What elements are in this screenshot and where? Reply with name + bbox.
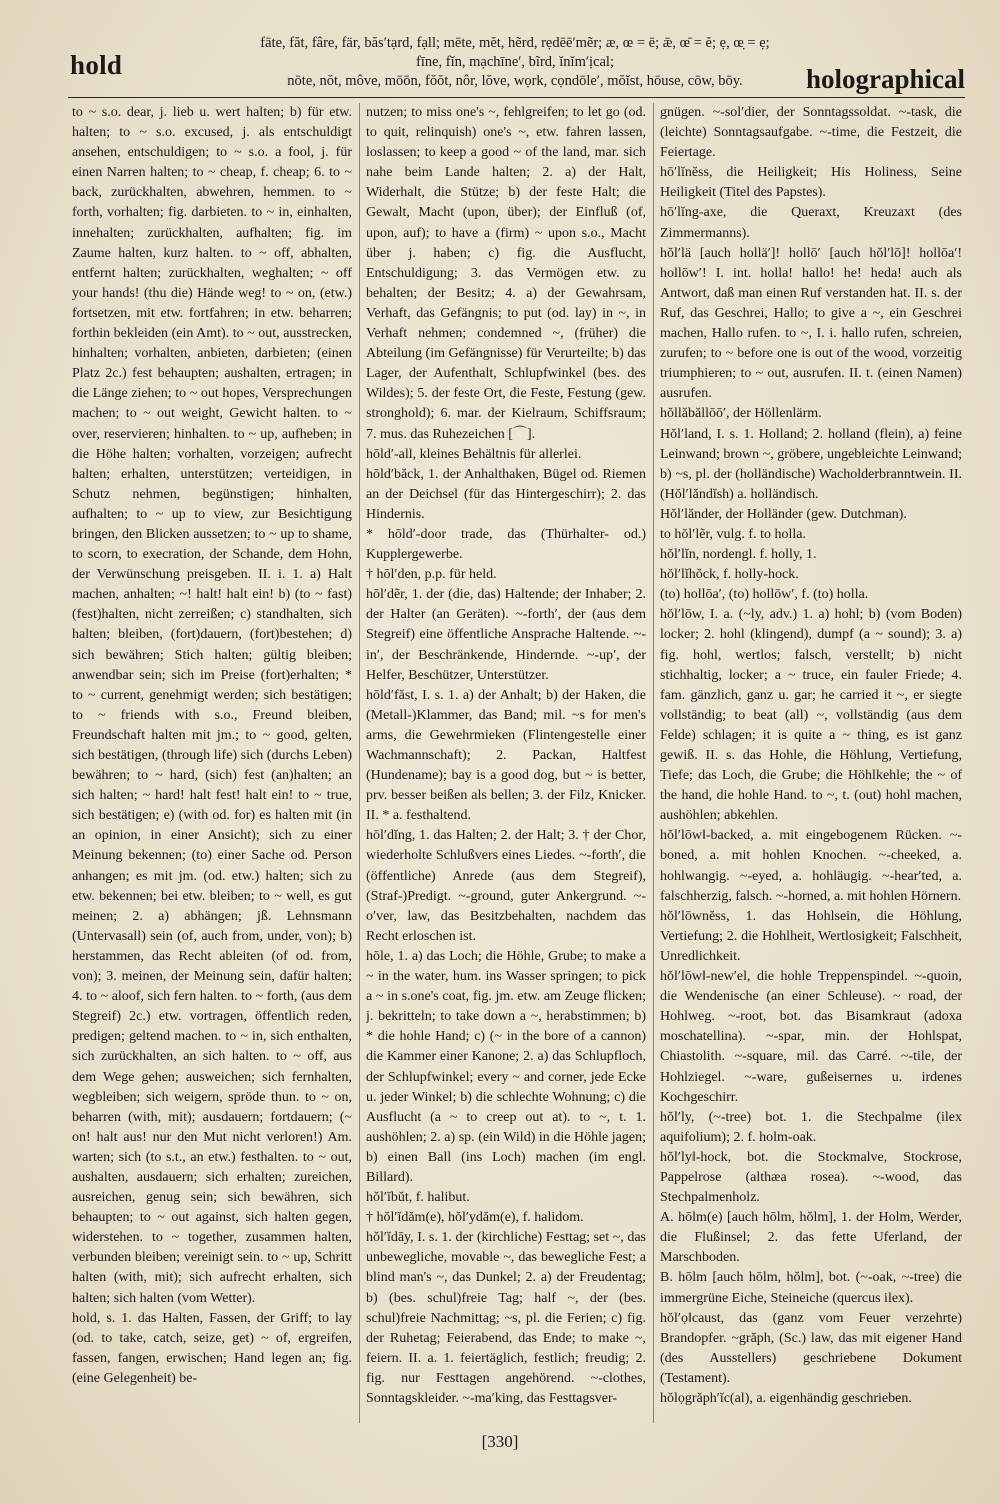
column-divider bbox=[359, 103, 360, 1423]
header-rule bbox=[68, 97, 965, 98]
entry-text: (to) hollōa′, (to) hollōw′, f. (to) holla. bbox=[660, 587, 869, 603]
entry-text: hōl′dẽr, 1. der (die, das) Haltende; der Inhaber; 2. der Halter (an Geräten). ~-forth′, der (aus dem Stegreif) eine öffentliche Ansprache Haltende. ~-in′, der Beschränkende, Hindernde. ~-up′, der Helfer, Beschützer, Unterstützer. bbox=[366, 587, 646, 683]
entry-text: hŏl′ọ‖caust, das (ganz vom Feuer verzehrte) Brandopfer. ~grăph, (Sc.) law, das mit eigener Hand (des Ausstellers) geschriebene Dokument (Testament). bbox=[660, 1310, 962, 1386]
entry-text: hŏl′lōw‖-backed, a. mit eingebogenem Rücken. ~-boned, a. mit hohlen Knochen. ~-cheeked, a. hohlwangig. ~-eyed, a. hohläugig. ~-hear′ted, a. falschherzig, falsch. ~-horned, a. mit hohlen Hörnern. bbox=[660, 828, 962, 904]
pronunciation-key-line-3: nōte, nŏt, môve, mōōn, fŏŏt, nôr, lŏve, wọrk, cọndōle′, mŏĭst, hōuse, cōw, bōy. bbox=[287, 73, 743, 89]
column-1 bbox=[72, 103, 352, 1428]
entry-text: hŏl′lĭhŏck, f. holly-hock. bbox=[660, 567, 799, 583]
guide-word-left: hold bbox=[70, 50, 123, 80]
entry-text: Hŏl′land, I. s. 1. Holland; 2. holland (flein), a) feine Leinwand; brown ~, gröbere, ungebleichte Leinwand; b) ~s, pl. der (holländische) Wacholderbranntwein. II. (Hŏl′lăndĭsh) a. holländisch. bbox=[660, 426, 962, 502]
entry-text: * hōld′-door trade, das (Thürhalter- od.) Kupplergewerbe. bbox=[366, 526, 646, 563]
entry-text: to ~ s.o. dear, j. lieb u. wert halten; b) für etw. halten; to ~ s.o. excused, j. als entschuldigt ansehen, entschuldigen; to ~ s.o. a fool, j. für einen Narren halten; to ~ cheap, f. cheap; 6. to ~ back, zurückhalten, abwehren, hemmen. to ~ forth, vorhalten; fig. darbieten. to ~ in, einhalten, innehalten; zurückhalten, aufhalten; fig. im Zaume halten, kurz halten. to ~ off, abhalten, entfernt halten; zurückhalten, weghalten; ~ off your hands! (thu die) Hände weg! to ~ on, (etw.) fortsetzen, mit etw. fortfahren; in etw. beharren; forthin bekleiden (ein Amt). to ~ out, ausstrecken, hinhalten; vorhalten, anbieten, darbieten; (einen Platz 2c.) fest behaupten; aushalten, ertragen; in die Länge ziehen; to ~ out hopes, Versprechungen machen; to ~ out weight, Gewicht halten. to ~ over, reservieren; hinhalten. to ~ up, aufheben; in die Höhe halten; vorhalten, vorzeigen; aufrecht halten; erhalten, unterstützen; verteidigen, in Schutz nehmen, begünstigen; hinhalten, aufhalten; to ~ up to view, zur Besichtigung bringen, den Blicken aussetzen; to ~ up to shame, to scorn, to execration, der Schande, dem Hohn, der Verwünschung preisgeben. II. i. 1. a) Halt machen, anhalten; ~! halt! halt ein! b) (to ~ fast) (fest)halten, nicht zerreißen; c) standhalten, sich halten; bleiben, (fort)dauern, (fort)bestehen; d) sich bewähren; Stich halten; gültig bleiben; anwendbar sein; sich im Preise (fort)erhalten; * to ~ current, genehmigt werden; sich bestätigen; to ~ friends with s.o., Freund bleiben, Freundschaft halten mit jm.; to ~ good, gelten, sich bestätigen, (through life) sich (durchs Leben) bewähren; to ~ hard, (sich) fest (an)halten; an sich halten; ~ hard! halt fest! halt ein! to ~ true, sich bestätigen; e) (with od. for) es halten mit (in an opinion, in einer Ansicht); sich zu einer Meinung bekennen; (to) einer Sache od. Person anhangen; es mit jm. (od. etw.) halten; sich zu etw. bekennen; bei etw. bleiben; to ~ well, es gut meinen; 2. a) abhängen; jß. Lehnsmann (Untervasall) sein (of, auch from, under, von); b) herstammen, das Recht ableiten (of od. from, von); 3. meinen, der Meinung sein, dafür halten; 4. to ~ aloof, sich fern halten. to ~ forth, (aus dem Stegreif) 2c.) etw. vortragen, öffentlich reden, predigen; geltend machen. to ~ in, sich enthalten, sich zurückhalten, an sich halten. to ~ off, aus dem Wege gehen; ausweichen; sich fernhalten, wegbleiben; sich weigern, spröde thun. to ~ on, beharren (with, mit); ausdauern; fortdauern; (~ on! halt aus! nur den Mut nicht verloren!) Am. warten; sich (to s.t., an etw.) festhalten. to ~ out, aushalten, ausdauern; sich erhalten; zureichen, ausreichen, genug sein; sich bewähren, sich behaupten; to ~ out against, sich halten gegen, widerstehen. to ~ together, zusammen halten, verbunden bleiben; vereinigt sein. to ~ up, Schritt halten (with, mit); sich aufrecht erhalten, sich halten; sich halten (vom Wetter). bbox=[72, 105, 352, 1306]
guide-word-right: holographical bbox=[805, 64, 965, 94]
entry-text: Hŏl′lănder, der Holländer (gew. Dutchman). bbox=[660, 506, 907, 522]
entry-text: nutzen; to miss one's ~, fehlgreifen; to let go (od. to quit, relinquish) one's ~, etw. fahren lassen, loslassen; to keep a good ~ of the land, mar. sich nahe beim Lande halten; 2. a) der Halt, Widerhalt, die Stütze; b) der feste Halt; die Gewalt, Macht (upon, über); der Einfluß (of, upon, auf); to have a (firm) ~ upon s.o., Macht über j. haben; c) fig. die Ausflucht, Entschuldigung; 3. das Vermögen etw. zu behalten; der Besitz; 4. a) der Gewahrsam, Verhaft, das Gefängnis; to put (od. lay) in ~, in Verhaft nehmen; condemned ~, (früher) die Abteilung (im Gefängnisse) für Verurteilte; b) das Lager, der Aufenthalt, Schlupfwinkel (bes. des Wildes); 5. der feste Ort, die Feste, Festung (gew. stronghold); 6. mar. der Kielraum, Schiffsraum; 7. mus. das Ruhezeichen [⌒]. bbox=[366, 105, 646, 442]
entry-text: hold, s. 1. das Halten, Fassen, der Griff; to lay (od. to take, catch, seize, get) ~ of, ergreifen, fassen, fangen, erwischen; Hand legen an; fig. (eine Gelegenheit) be- bbox=[72, 1310, 352, 1386]
column-3 bbox=[660, 103, 962, 1428]
entry-text: to hŏl′lẽr, vulg. f. to holla. bbox=[660, 526, 806, 542]
entry-text: hō′lĭng-axe, die Queraxt, Kreuzaxt (des Zimmermanns). bbox=[660, 205, 962, 241]
entry-text: hŏl′ly‖-hock, bot. die Stockmalve, Stockrose, Pappelrose (althæa rosea). ~-wood, das Stechpalmenholz. bbox=[660, 1149, 962, 1206]
pronunciation-key-line-2: fīne, fĭn, mạchīne′, bĩrd, ĭnĭm′ịcal; bbox=[415, 54, 614, 70]
entry-text: hŏl′lä [auch hollä′]! hollō′ [auch hŏl′lō]! hollōa′! hollōw′! I. int. holla! hallo! he! heda! auch als Antwort, daß man einen Ruf verstanden hat. II. s. der Ruf, das Geschrei, Hallo; to give a ~, ein Geschrei machen, Hallo rufen. to ~, I. i. hallo rufen, schreien, zurufen; to ~ before one is out of the wood, vorzeitig triumphieren; to ~ out, ausrufen. II. t. (einen Namen) ausrufen. bbox=[660, 245, 962, 402]
column-2 bbox=[366, 103, 646, 1428]
entry-text: hōld′-all, kleines Behältnis für allerlei. bbox=[366, 446, 582, 462]
entry-text: hōld′făst, I. s. 1. a) der Anhalt; b) der Haken, die (Metall-)Klammer, das Band; mil. ~s for men's arms, die Gewehrmieken (Flintengestelle einer Wachmannschaft); 2. Packan, Haltfest (Hundename); bay is a good dog, but ~ is better, prv. besser beißen als bellen; 3. der Filz, Knicker. II. * a. festhaltend. bbox=[366, 687, 646, 824]
entry-text: hŏl′lōw‖-new′el, die hohle Treppenspindel. ~-quoin, die Wendenische (an einer Schleuse). ~ road, der Hohlweg. ~-root, bot. das Bisamkraut (adoxa moschatellina). ~-spar, min. der Hohlspat, Chiastolith. ~-square, mil. das Carré. ~-tile, der Hohlziegel. ~-ware, gußeisernes u. irdenes Kochgeschirr. bbox=[660, 969, 962, 1105]
entry-text: hōld′băck, 1. der Anhalthaken, Bügel od. Riemen an der Deichsel (für das Hintergeschirr); 2. das Hindernis. bbox=[366, 466, 646, 522]
entry-text: hŏl′ĭbŭt, f. halibut. bbox=[366, 1190, 470, 1206]
entry-text: hŏl′lĭn, nordengl. f. holly, 1. bbox=[660, 547, 817, 563]
entry-text: gnügen. ~-sol′dier, der Sonntagssoldat. ~-task, die (leichte) Sonntagsaufgabe. ~-time, die Festzeit, die Feiertage. bbox=[660, 105, 962, 161]
entry-text: hŏllăbăllōō′, der Höllenlärm. bbox=[660, 406, 822, 422]
pronunciation-key-line-1: fāte, făt, fâre, fär, băs′tạrd, fạll; mēte, mĕt, hẽrd, rẹdēē′mẽr; æ, œ = ē; ǣ, œ̄ = ĕ; ẹ, œ̣ = ẹ; bbox=[260, 35, 770, 51]
entry-text: B. hōlm [auch hōlm, hŏlm], bot. (~-oak, ~-tree) die immergrüne Eiche, Steineiche (quercus ilex). bbox=[660, 1270, 962, 1306]
entry-text: hōl′dĭng, 1. das Halten; 2. der Halt; 3. † der Chor, wiederholte Schlußvers eines Liedes. ~-forth′, die (öffentliche) Anrede (aus dem Stegreif), (Straf-)Predigt. ~-ground, guter Ankergrund. ~-o′ver, law, das Besitzbehalten, nachdem das Recht erloschen ist. bbox=[366, 828, 646, 944]
page-number: [330] bbox=[481, 1432, 519, 1451]
entry-text: hō′lĭnĕss, die Heiligkeit; His Holiness, Seine Heiligkeit (Titel des Papstes). bbox=[660, 165, 962, 201]
column-divider bbox=[653, 103, 654, 1423]
entry-text: hŏlọgrăph′ĭc(al), a. eigenhändig geschrieben. bbox=[660, 1391, 912, 1406]
entry-text: hŏl′ly, (~-tree) bot. 1. die Stechpalme (ilex aquifolium); 2. f. holm-oak. bbox=[660, 1109, 962, 1145]
entry-text: hŏl′lōwnĕss, 1. das Hohlsein, die Höhlung, Vertiefung; 2. die Hohlheit, Wertlosigkeit; Falschheit, Unredlichkeit. bbox=[660, 908, 962, 964]
entry-text: † hōl′den, p.p. für held. bbox=[366, 567, 497, 583]
entry-text: hōle, 1. a) das Loch; die Höhle, Grube; to make a ~ in the water, hum. ins Wasser springen; to pick a ~ in s.one's coat, fig. jm. etw. am Zeuge flicken; j. bekritteln; to take down a ~, herabstimmen; b) * die hohle Hand; c) (~ in the bore of a cannon) die Kammer einer Kanone; 2. a) das Schlupfloch, der Schlupfwinkel; every ~ and corner, jede Ecke u. jeder Winkel; b) die schlechte Wohnung; c) die Ausflucht (a ~ to creep out at). to ~, t. 1. aushöhlen; 2. a) sp. (ein Wild) in die Höhle jagen; b) einen Ball (ins Loch) machen (im engl. Billard). bbox=[366, 948, 646, 1185]
page-header bbox=[70, 34, 965, 96]
entry-text: hŏl′ĭdāy, I. s. 1. der (kirchliche) Festtag; set ~, das unbewegliche, movable ~, das bewegliche Fest; a blind man's ~, das Dunkel; 2. a) der Freudentag; b) (bes. schul)freie Tag; half ~, der (bes. schul)freie Nachmittag; ~s, pl. die Ferien; c) fig. der Ruhetag; Feierabend, das Ende; to make ~, feiern. II. a. 1. feiertäglich, festlich; freudig; 2. fig. nur Festtagen angehörend. ~-clothes, Sonntagskleider. ~-ma′king, das Festtagsver- bbox=[366, 1230, 646, 1406]
entry-text: A. hōlm(e) [auch hōlm, hŏlm], 1. der Holm, Werder, die Flußinsel; 2. das fette Uferland, der Marschboden. bbox=[660, 1210, 962, 1266]
entry-text: hŏl′lōw, I. a. (~ly, adv.) 1. a) hohl; b) (vom Boden) locker; 2. hohl (klingend), dumpf (a ~ sound); 3. a) fig. hohl, wertlos; falsch, verstellt; b) nicht stichhaltig, locker; a ~ truce, ein fauler Friede; 4. fam. gänzlich, ganz u. gar; he carried it ~, er siegte vollständig; to beat (all) ~, vollständig (aus dem Felde) schlagen; it is quite a ~ thing, es ist ganz gewiß. II. s. das Hohle, die Höhlung, Vertiefung, Tiefe; das Loch, die Grube; die Höhlkehle; the ~ of the hand, die hohle Hand. to ~, t. (out) hohl machen, aushöhlen; abkehlen. bbox=[660, 607, 962, 824]
entry-text: † hŏl′ĭdăm(e), hŏl′ydăm(e), f. halidom. bbox=[366, 1210, 584, 1226]
